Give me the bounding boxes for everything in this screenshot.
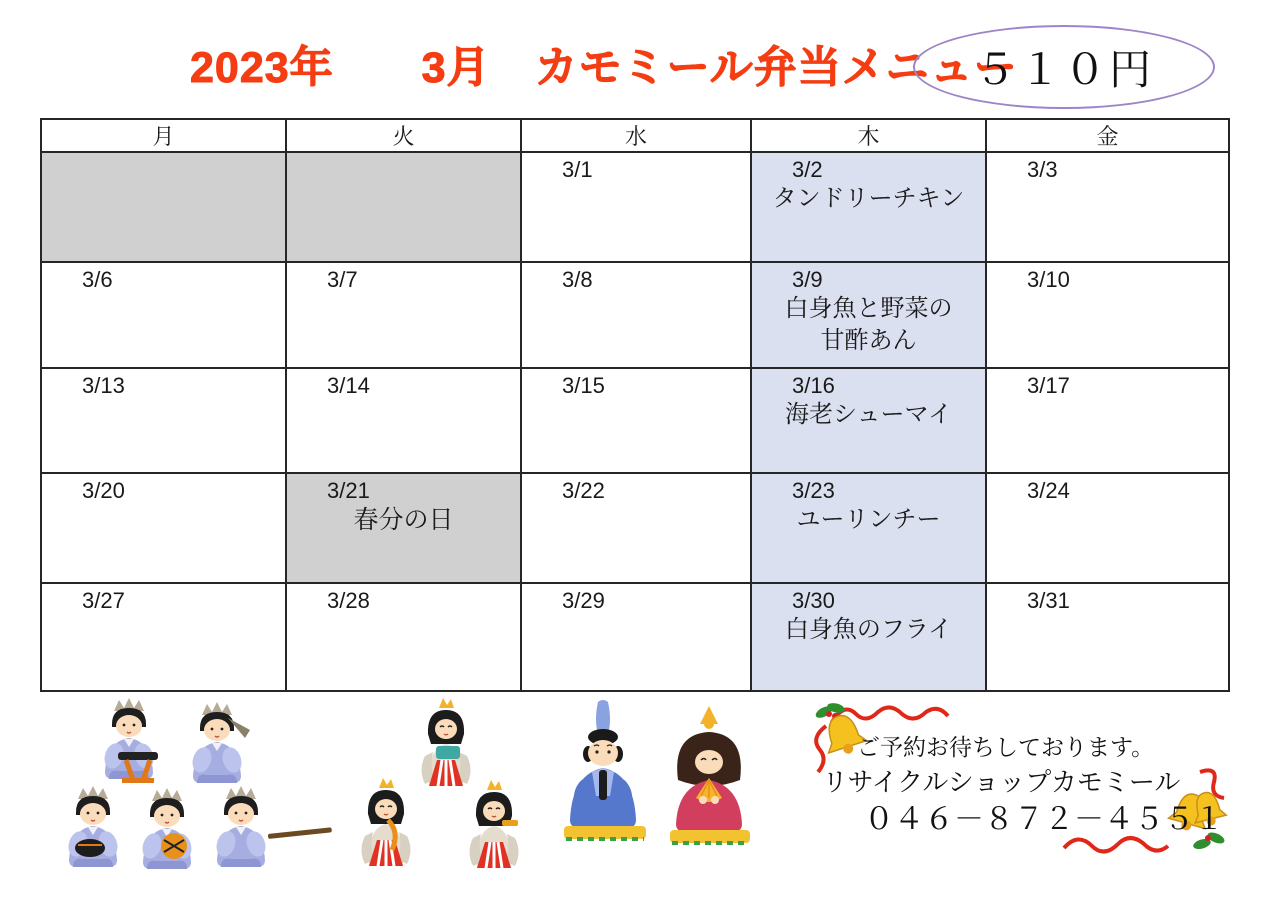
price-badge: [913, 25, 1215, 109]
calendar-cell-3-13: [41, 368, 286, 473]
calendar-cell-3-28: [286, 583, 521, 691]
date-label: 3/17: [1027, 373, 1070, 398]
calendar-cell-3-15: [521, 368, 751, 473]
date-label: 3/15: [562, 373, 605, 398]
weekday-header-1: 火: [286, 119, 521, 152]
calendar-week-row: [41, 473, 1229, 583]
calendar-cell-3-3: [986, 152, 1229, 262]
calendar-cell-3-16: [751, 368, 986, 473]
weekday-header-2: 水: [521, 119, 751, 152]
date-label: 3/7: [327, 267, 358, 292]
calendar-cell-3-14: [286, 368, 521, 473]
calendar-cell-3-9: [751, 262, 986, 368]
calendar-cell-3-17: [986, 368, 1229, 473]
calendar-cell-3-23: [751, 473, 986, 583]
calendar-cell-3-21: [286, 473, 521, 583]
date-label: 3/31: [1027, 588, 1070, 613]
calendar-cell-3-27: [41, 583, 286, 691]
date-label: 3/9: [792, 267, 823, 292]
date-label: 3/21: [327, 478, 370, 503]
date-label: 3/30: [792, 588, 835, 613]
calendar-cell-3-29: [521, 583, 751, 691]
calendar-cell-3-10: [986, 262, 1229, 368]
calendar-week-row: [41, 152, 1229, 262]
calendar-cell-3-6: [41, 262, 286, 368]
date-label: 3/20: [82, 478, 125, 503]
calendar-week-row: [41, 368, 1229, 473]
five-musicians-illustration: [56, 696, 346, 874]
calendar-cell-3-20: [41, 473, 286, 583]
calendar-cell-3-22: [521, 473, 751, 583]
calendar-cell-3-24: [986, 473, 1229, 583]
menu-item-label: 白身魚のフライ: [784, 616, 953, 643]
price-text: ５１０円: [973, 46, 1154, 93]
date-label: 3/2: [792, 157, 823, 182]
holiday-label: 春分の日: [353, 506, 454, 534]
menu-item-label: 白身魚と野菜の: [784, 295, 953, 322]
calendar-cell-blank: [41, 152, 286, 262]
date-label: 3/29: [562, 588, 605, 613]
date-label: 3/14: [327, 373, 370, 398]
menu-item-label: 海老シューマイ: [784, 401, 953, 428]
date-label: 3/24: [1027, 478, 1070, 503]
date-label: 3/8: [562, 267, 593, 292]
calendar-cell-3-30: [751, 583, 986, 691]
weekday-header-3: 木: [751, 119, 986, 152]
date-label: 3/10: [1027, 267, 1070, 292]
weekday-header-4: 金: [986, 119, 1229, 152]
calendar-cell-blank: [286, 152, 521, 262]
date-label: 3/23: [792, 478, 835, 503]
date-label: 3/3: [1027, 157, 1058, 182]
calendar-cell-3-31: [986, 583, 1229, 691]
calendar-week-row: [41, 262, 1229, 368]
date-label: 3/13: [82, 373, 125, 398]
calendar-cell-3-2: [751, 152, 986, 262]
page-title: 2023年 3月 カモミール弁当メニュー: [190, 44, 1018, 92]
phone-number: ０４６－８７２－４５５１: [864, 803, 1224, 836]
date-label: 3/27: [82, 588, 125, 613]
menu-calendar: [40, 118, 1230, 692]
date-label: 3/22: [562, 478, 605, 503]
menu-item-label: 甘酢あん: [820, 327, 917, 354]
date-label: 3/1: [562, 157, 593, 182]
three-court-ladies-illustration: [336, 698, 561, 880]
date-label: 3/28: [327, 588, 370, 613]
calendar-cell-3-7: [286, 262, 521, 368]
date-label: 3/6: [82, 267, 113, 292]
shop-name: リサイクルショップカモミール: [822, 767, 1181, 797]
calendar-cell-3-8: [521, 262, 751, 368]
date-label: 3/16: [792, 373, 835, 398]
calendar-cell-3-1: [521, 152, 751, 262]
reservation-note: ご予約お待ちしております。: [857, 734, 1155, 760]
menu-item-label: タンドリーチキン: [772, 185, 965, 212]
emperor-empress-illustration: [550, 700, 760, 865]
weekday-header-0: 月: [41, 119, 286, 152]
calendar-week-row: [41, 583, 1229, 691]
menu-item-label: ユーリンチー: [796, 506, 941, 533]
